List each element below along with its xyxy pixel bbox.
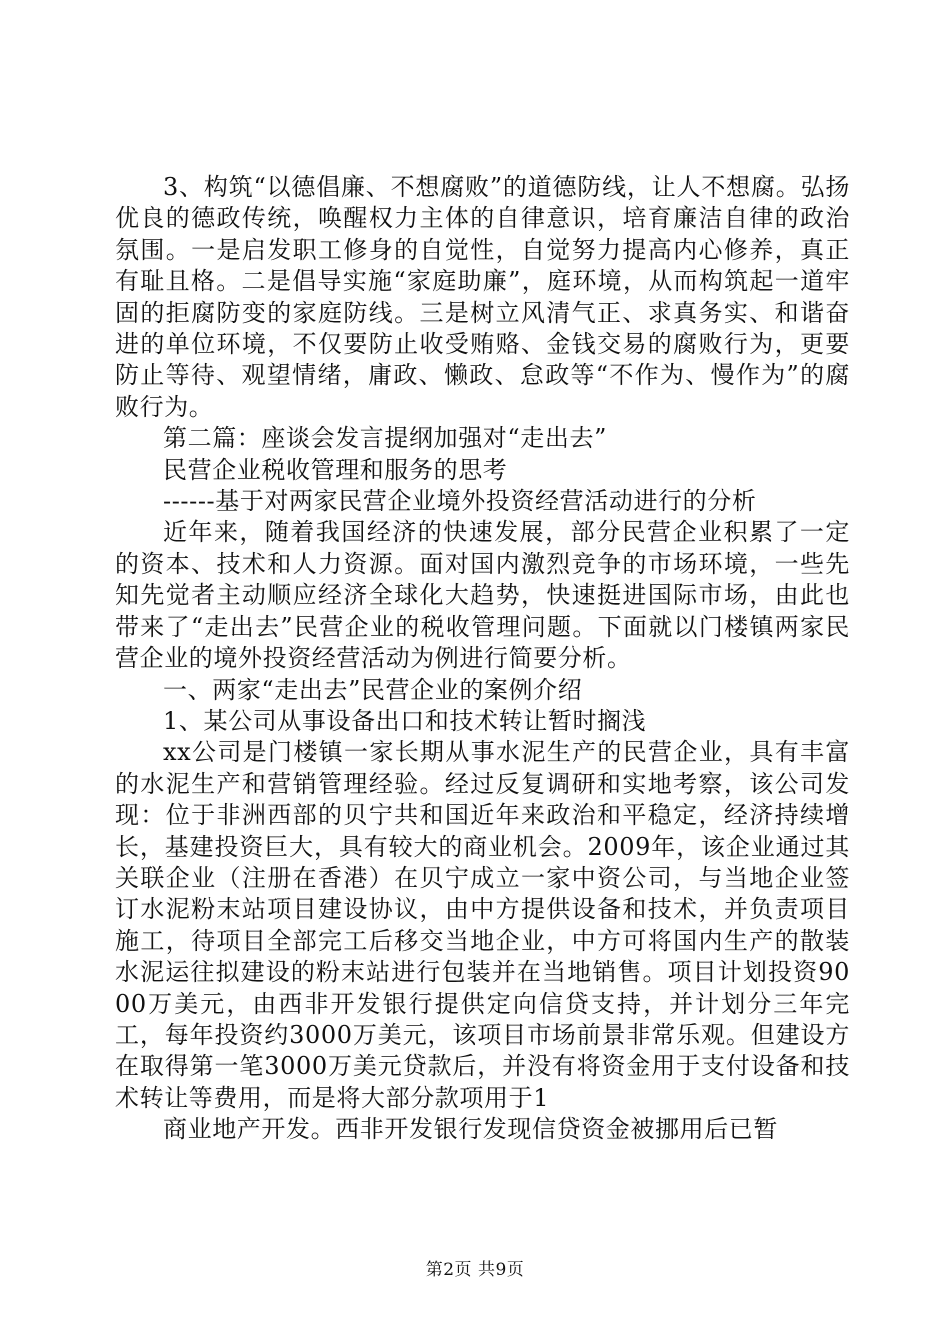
paragraph-continuation: 商业地产开发。西非开发银行发现信贷资金被挪用后已暂 <box>163 1115 778 1144</box>
paragraph-integrity-defense: 3、构筑“以德倡廉、不想腐败”的道德防线，让人不想腐。弘扬优良的德政传统，唤醒权力主体的自律意识，培育廉洁自律的政治氛围。一是启发职工修身的自觉性，自觉努力提高内心修养，真正有耻且格。二是倡导实施“家庭助廉”，庭环境，从而构筑起一道牢固的拒腐防变的家庭防线。三是树立风清气正、求真务实、和谐奋进的单位环境，不仅要防止收受贿赂、金钱交易的腐败行为，更要防止等待、观望情绪，庸政、懒政、怠政等“不作为、慢作为”的腐败行为。 <box>115 173 850 421</box>
section-heading-case-one: 1、某公司从事设备出口和技术转让暂时搁浅 <box>163 706 647 735</box>
paragraph-case-one-detail: xx公司是门楼镇一家长期从事水泥生产的民营企业，具有丰富的水泥生产和营销管理经验。经过反复调研和实地考察，该公司发现：位于非洲西部的贝宁共和国近年来政治和平稳定，经济持续增长，基建投资巨大，具有较大的商业机会。2009年，该企业通过其关联企业（注册在香港）在贝宁成立一家中资公司，与当地企业签订水泥粉末站项目建设协议，由中方提供设备和技术，并负责项目施工，待项目全部完工后移交当地企业，中方可将国内生产的散装水泥运往拟建设的粉末站进行包装并在当地销售。项目计划投资9000万美元，由西非开发银行提供定向信贷支持，并计划分三年完工，每年投资约3000万美元，该项目市场前景非常乐观。但建设方在取得第一笔3000万美元贷款后，并没有将资金用于支付设备和技术转让等费用，而是将大部分款项用于1 <box>115 738 850 1112</box>
paragraph-introduction: 近年来，随着我国经济的快速发展，部分民营企业积累了一定的资本、技术和人力资源。面对国内激烈竞争的市场环境，一些先知先觉者主动顺应经济全球化大趋势，快速挺进国际市场，由此也带来了“走出去”民营企业的税收管理问题。下面就以门楼镇两家民营企业的境外投资经营活动为例进行简要分析。 <box>115 518 850 673</box>
section-heading-basis: ------基于对两家民营企业境外投资经营活动进行的分析 <box>163 487 757 516</box>
section-heading-part-two: 第二篇：座谈会发言提纲加强对“走出去” <box>163 424 607 453</box>
page-footer: 第2页 共9页 <box>425 1260 525 1280</box>
document-body <box>115 172 850 1146</box>
section-heading-subtitle: 民营企业税收管理和服务的思考 <box>163 455 508 484</box>
section-heading-case-intro: 一、两家“走出去”民营企业的案例介绍 <box>163 675 583 704</box>
